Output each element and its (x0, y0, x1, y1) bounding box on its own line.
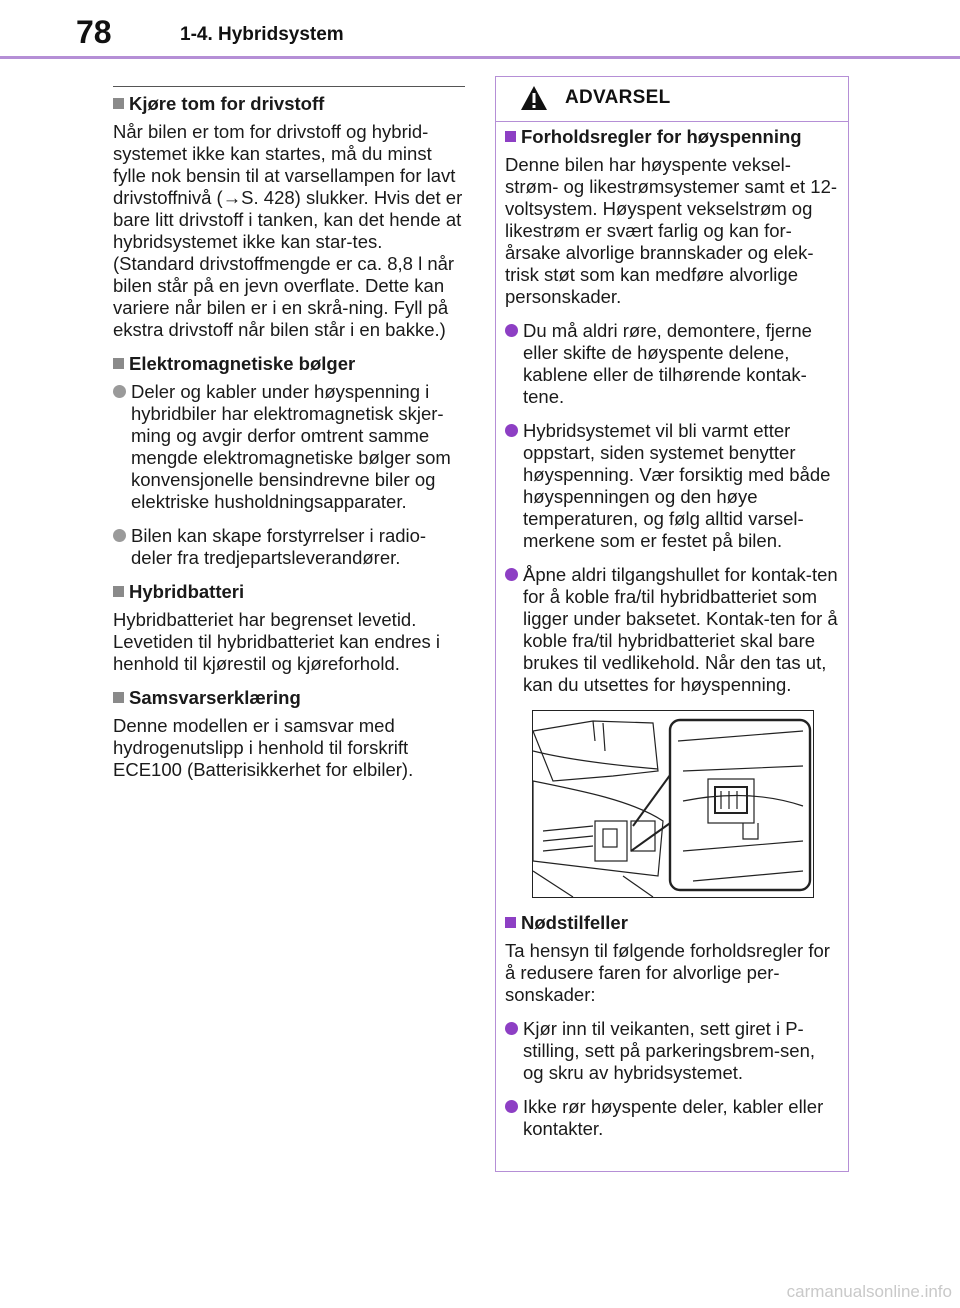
left-column (113, 86, 465, 793)
square-bullet-icon (505, 131, 516, 142)
warning-content-bottom (505, 912, 840, 1140)
section-title (113, 581, 465, 603)
watermark: carmanualsonline.info (786, 1282, 952, 1301)
left-content (113, 93, 465, 781)
square-bullet-icon (113, 98, 124, 109)
section-title-text: Samsvarserklæring (129, 687, 301, 708)
section-title-text: Elektromagnetiske bølger (129, 353, 356, 374)
chapter-title: 1-4. Hybridsystem (180, 24, 344, 45)
section-title-text: Hybridbatteri (129, 581, 245, 602)
paragraph: Hybridbatteriet har begrenset levetid. Levetiden til hybridbatteriet kan endres i henhold til kjørestil og kjøreforhold. (113, 609, 441, 674)
bullet-item (113, 525, 465, 569)
bullet-text: Bilen kan skape forstyrrelser i radio-deler fra tredjepartsleverandører. (131, 525, 427, 568)
section-title-text: Forholdsregler for høyspenning (521, 126, 802, 147)
section-title (505, 126, 840, 148)
page-header (0, 0, 960, 58)
bullet-text: Ikke rør høyspente deler, kabler eller kontakter. (523, 1096, 824, 1139)
circle-bullet-icon (505, 568, 518, 581)
circle-bullet-icon (505, 424, 518, 437)
circle-bullet-icon (505, 324, 518, 337)
bullet-text: Kjør inn til veikanten, sett giret i P-stilling, sett på parkeringsbrem-sen, og skru av hybridsystemet. (523, 1018, 816, 1083)
paragraph: Denne modellen er i samsvar med hydrogenutslipp i henhold til forskrift ECE100 (Batterisikkerhet for elbiler). (113, 715, 414, 780)
section-title-text: Kjøre tom for drivstoff (129, 93, 325, 114)
bullet-text: Åpne aldri tilgangshullet for kontak-ten for å koble fra/til hybridbatteriet som ligger under baksetet. Kontak-ten for å koble fra/til hybridbatteriet skal bare brukes til vedlikehold. Når den tas ut, kan du utsettes for høyspenning. (523, 564, 838, 695)
bullet-text: Du må aldri røre, demontere, fjerne eller skifte de høyspente delene, kablene eller de tilhørende kontak-tene. (523, 320, 812, 407)
header-rule (0, 56, 960, 59)
square-bullet-icon (113, 586, 124, 597)
bullet-item (505, 1096, 840, 1140)
section-title-text: Nødstilfeller (521, 912, 628, 933)
paragraph: Når bilen er tom for drivstoff og hybrid-systemet ikke kan startes, må du minst fylle nok bensin til at varsellampen for lavt drivstoffnivå (→S. 428) slukker. Hvis det er bare litt drivstoff i tanken, kan det hende at hybridsystemet ikke kan star-tes. (Standard drivstoffmengde er ca. 8,8 l når bilen står på en jevn overflate. Dette kan variere når bilen er i en skrå-ning. Fyll på ekstra drivstoff når bilen står i en bakke.) (113, 121, 463, 340)
battery-connector-figure (532, 710, 814, 898)
page-number: 78 (76, 14, 112, 50)
warning-body (496, 122, 848, 1140)
square-bullet-icon (113, 358, 124, 369)
circle-bullet-icon (505, 1022, 518, 1035)
warning-title: ADVARSEL (565, 87, 671, 108)
column-divider (113, 86, 465, 87)
circle-bullet-icon (113, 385, 126, 398)
square-bullet-icon (505, 917, 516, 928)
bullet-item (505, 564, 840, 696)
bullet-item (505, 320, 840, 408)
warning-triangle-icon (520, 85, 548, 111)
section-title (113, 93, 465, 115)
bullet-text: Hybridsystemet vil bli varmt etter oppstart, siden systemet benytter høyspenning. Vær forsiktig med både høyspenningen og den høye temperaturen, og følg alltid varsel-merkene som er festet på bilen. (523, 420, 831, 551)
warning-box (495, 76, 849, 1172)
bullet-item (505, 1018, 840, 1084)
square-bullet-icon (113, 692, 124, 703)
bullet-item (113, 381, 465, 513)
section-title (113, 687, 465, 709)
battery-connector-illustration (533, 711, 813, 897)
paragraph: Ta hensyn til følgende forholdsregler for å redusere faren for alvorlige per-sonskader: (505, 940, 830, 1005)
bullet-text: Deler og kabler under høyspenning i hybridbiler har elektromagnetisk skjer-ming og avgir derfor omtrent samme mengde elektromagnetiske bølger som konvensjonelle bensindrevne biler og elektriske husholdningsapparater. (131, 381, 451, 512)
warning-content-top (505, 126, 840, 696)
section-title (113, 353, 465, 375)
bullet-item (505, 420, 840, 552)
warning-header (496, 77, 848, 122)
circle-bullet-icon (505, 1100, 518, 1113)
paragraph: Denne bilen har høyspente veksel-strøm- og likestrømsystemer samt et 12-voltsystem. Høyspent vekselstrøm og likestrøm er svært farlig og kan for-årsake alvorlige brannskader og elek-trisk støt som kan medføre alvorlige personskader. (505, 154, 838, 307)
circle-bullet-icon (113, 529, 126, 542)
section-title (505, 912, 840, 934)
